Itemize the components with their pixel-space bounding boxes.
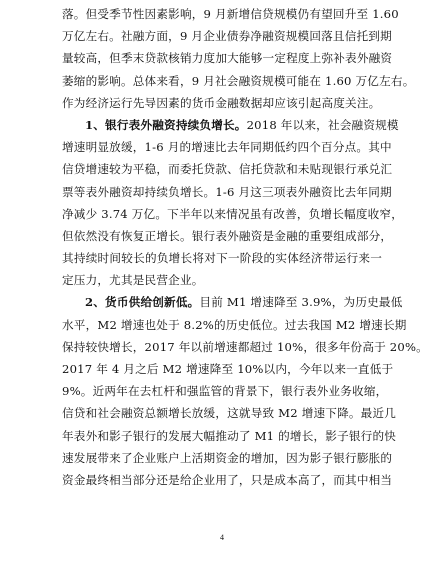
paragraph-3-line-9: 资金最终相当部分还是给企业用了，只是成本高了，而其中相当 <box>62 472 393 487</box>
paragraph-3-line-7: 年表外和影子银行的发展大幅推动了 M1 的增长，影子银行的快 <box>62 428 397 443</box>
section-heading-2: 2、货币供给创新低。 <box>85 295 200 310</box>
paragraph-2-line-4: 票等表外融资却持续负增长。1-6 月这三项表外融资比去年同期 <box>62 184 392 199</box>
paragraph-2-line-1-text: 2018 年以来，社会融资规模 <box>246 117 399 132</box>
paragraph-2-line-6: 但依然没有恢复正增长。银行表外融资是金融的重要组成部分， <box>62 228 393 243</box>
paragraph-2-line-8: 定压力，尤其是民营企业。 <box>62 273 204 288</box>
paragraph-2-line-2: 增速明显放缓，1-6 月的增速比去年同期低约四个百分点。其中 <box>62 140 392 155</box>
paragraph-1-line-3: 量较高，但季末贷款核销力度加大能够一定程度上弥补表外融资 <box>62 51 393 66</box>
paragraph-2 <box>62 114 404 292</box>
paragraph-1-line-2: 万亿左右。社融方面，9 月企业债券净融资规模回落且信托到期 <box>62 29 392 44</box>
paragraph-1 <box>62 3 415 114</box>
body-text <box>62 3 428 491</box>
paragraph-2-line-1 <box>62 114 399 136</box>
paragraph-2-line-5: 净减少 3.74 万亿。下半年以来情况虽有改善，负增长幅度收窄， <box>62 206 404 221</box>
paragraph-1-line-1: 落。但受季节性因素影响，9 月新增信贷规模仍有望回升至 1.60 <box>62 7 399 21</box>
paragraph-2-line-7: 其持续时间较长的负增长将对下一阶段的实体经济带运行来一 <box>62 251 382 266</box>
paragraph-1-line-5: 作为经济运行先导因素的货币金融数据却应该引起高度关注。 <box>62 95 381 110</box>
paragraph-3-line-3: 保持较快增长，2017 年以前增速都超过 10%，很多年份高于 20%。 <box>62 339 428 354</box>
paragraph-2-line-3: 信贷增速较为平稳，而委托贷款、信托贷款和未贴现银行承兑汇 <box>62 162 393 177</box>
paragraph-3-line-1-text: 目前 M1 增速降至 3.9%，为历史最低 <box>199 295 403 310</box>
paragraph-1-line-4: 萎缩的影响。总体来看，9 月社会融资规模可能在 1.60 万亿左右。 <box>62 73 415 88</box>
paragraph-3-line-8: 速发展带来了企业账户上活期资金的增加，因为影子银行膨胀的 <box>62 450 393 465</box>
paragraph-3 <box>62 291 428 491</box>
paragraph-3-line-5: 9%。近两年在去杠杆和强监管的背景下，银行表外业务收缩， <box>62 384 388 399</box>
page-number: 4 <box>220 533 224 542</box>
section-heading-1: 1、银行表外融资持续负增长。 <box>85 117 247 132</box>
paragraph-3-line-1 <box>62 291 403 313</box>
paragraph-3-line-6: 信贷和社会融资总额增长放缓，这就导致 M2 增速下降。最近几 <box>62 406 397 421</box>
paragraph-3-line-2: 水平，M2 增速也处于 8.2%的历史低位。过去我国 M2 增速长期 <box>62 317 407 332</box>
paragraph-3-line-4: 2017 年 4 月之后 M2 增速降至 10%以内，今年以来一直低于 <box>62 362 394 376</box>
